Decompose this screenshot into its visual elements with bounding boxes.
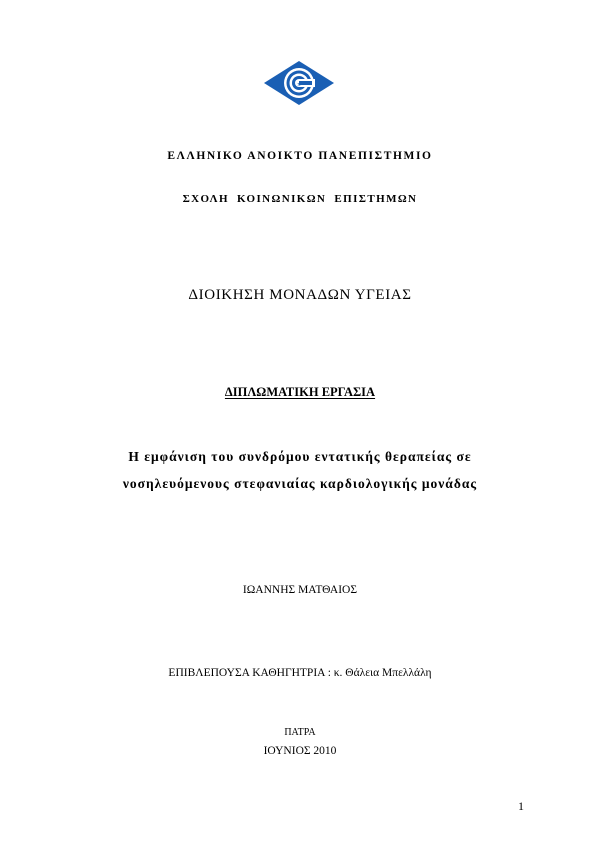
- thesis-type: [0, 385, 600, 400]
- page-number: 1: [518, 799, 524, 813]
- date: ΙΟΥΝΙΟΣ 2010: [263, 745, 337, 757]
- thesis-title-line-2: νοσηλευόμενους στεφανιαίας καρδιολογικής μονάδας: [122, 476, 478, 491]
- university-seal-icon: [263, 60, 335, 106]
- author-name: ΙΩΑΝΝΗΣ ΜΑΤΘΑΙΟΣ: [242, 584, 358, 596]
- supervisor: ΕΠΙΒΛΕΠΟΥΣΑ ΚΑΘΗΓΗΤΡΙΑ : κ. Θάλεια Μπελλάλη: [168, 667, 432, 679]
- thesis-type-label: ΔΙΠΛΩΜΑΤΙΚΗ ΕΡΓΑΣΙΑ: [224, 385, 376, 399]
- university-name: ΕΛΛΗΝΙΚΟ ΑΝΟΙΚΤΟ ΠΑΝΕΠΙΣΤΗΜΙΟ: [167, 150, 433, 162]
- school-name: ΣΧΟΛΗ ΚΟΙΝΩΝΙΚΩΝ ΕΠΙΣΤΗΜΩΝ: [182, 193, 418, 205]
- thesis-title-line-1: Η εμφάνιση του συνδρόμου εντατικής θεραπείας σε: [128, 449, 472, 464]
- svg-text:π: π: [297, 82, 301, 88]
- city: ΠΑΤΡΑ: [284, 727, 316, 738]
- program-name: ΔΙΟΙΚΗΣΗ ΜΟΝΑΔΩΝ ΥΓΕΙΑΣ: [188, 287, 412, 303]
